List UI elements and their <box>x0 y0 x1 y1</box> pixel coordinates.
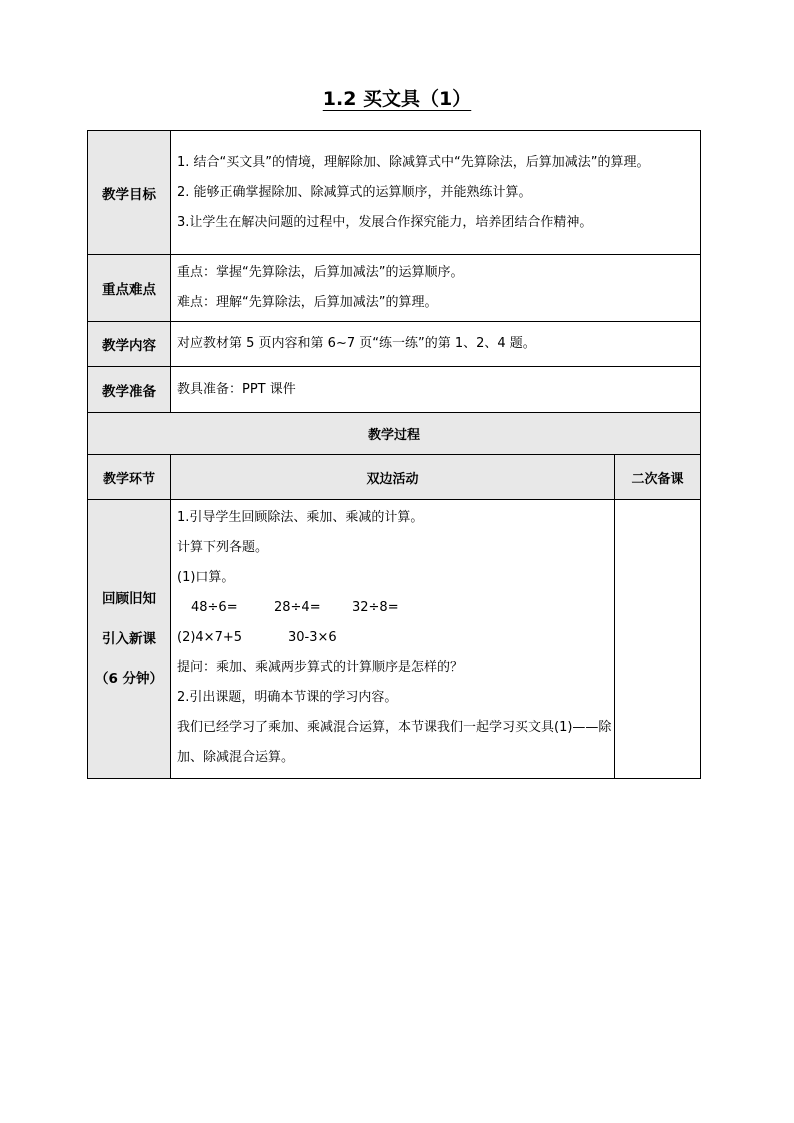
calc-item-3: 32÷8= <box>352 600 399 615</box>
goal-item-3: 3.让学生在解决问题的过程中，发展合作探究能力，培养团结合作精神。 <box>177 214 593 230</box>
difficulty-point: 难点：理解“先算除法，后算加减法”的算理。 <box>177 295 438 310</box>
activity-line-1: 1.引导学生回顾除法、乘加、乘减的计算。 <box>177 510 424 525</box>
process-header: 教学过程 <box>88 413 701 455</box>
content-text <box>171 322 701 367</box>
stage1-name-line2: 引入新课 <box>102 631 156 647</box>
preparation-row <box>88 367 701 413</box>
preparation-label: 教学准备 <box>88 367 171 413</box>
activity-line-8: 我们已经学习了乘加、乘减混合运算，本节课我们一起学习买文具(1)——除加、除减混合运算。 <box>177 720 612 765</box>
content-label: 教学内容 <box>88 322 171 367</box>
calc-item-4: (2)4×7+5 <box>177 630 243 645</box>
key-points-row <box>88 255 701 322</box>
stage1-activity <box>171 500 615 779</box>
column-header-row <box>88 455 701 500</box>
calc-item-2: 28÷4= <box>274 600 321 615</box>
key-point: 重点：掌握“先算除法，后算加减法”的运算顺序。 <box>177 265 464 280</box>
stage1-notes <box>615 500 701 779</box>
key-points-content <box>171 255 701 322</box>
calc-item-1: 48÷6= <box>191 600 238 615</box>
content-row <box>88 322 701 367</box>
activity-line-6: 提问：乘加、乘减两步算式的计算顺序是怎样的？ <box>177 660 464 675</box>
goals-row <box>88 131 701 255</box>
mixed-calc-row <box>177 623 614 653</box>
stage1-label <box>88 500 171 779</box>
content-text-line: 对应教材第 5 页内容和第 6~7 页“练一练”的第 1、2、4 题。 <box>177 336 536 351</box>
preparation-text <box>171 367 701 413</box>
page-title-text: 1.2 买文具（1） <box>322 88 472 110</box>
activity-line-7: 2.引出课题，明确本节课的学习内容。 <box>177 690 398 705</box>
goals-label: 教学目标 <box>88 131 171 255</box>
goal-item-1: 1. 结合“买文具”的情境，理解除加、除减算式中“先算除法，后算加减法”的算理。 <box>177 154 650 170</box>
stage1-row <box>88 500 701 779</box>
activity-line-3: (1)口算。 <box>177 570 235 585</box>
goal-item-2: 2. 能够正确掌握除加、除减算式的运算顺序，并能熟练计算。 <box>177 184 532 200</box>
stage1-name-line1: 回顾旧知 <box>102 591 156 607</box>
col-stage-header: 教学环节 <box>88 455 171 500</box>
lesson-plan-table <box>87 130 701 779</box>
col-activity-header: 双边活动 <box>171 455 615 500</box>
key-points-label: 重点难点 <box>88 255 171 322</box>
stage1-duration: （6 分钟） <box>94 671 164 687</box>
page-title <box>0 84 794 111</box>
process-header-row <box>88 413 701 455</box>
calc-item-5: 30-3×6 <box>288 630 337 645</box>
activity-line-2: 计算下列各题。 <box>177 540 269 555</box>
col-notes-header: 二次备课 <box>615 455 701 500</box>
oral-calc-row <box>177 593 614 623</box>
preparation-text-line: 教具准备：PPT 课件 <box>177 381 296 397</box>
goals-content <box>171 131 701 255</box>
